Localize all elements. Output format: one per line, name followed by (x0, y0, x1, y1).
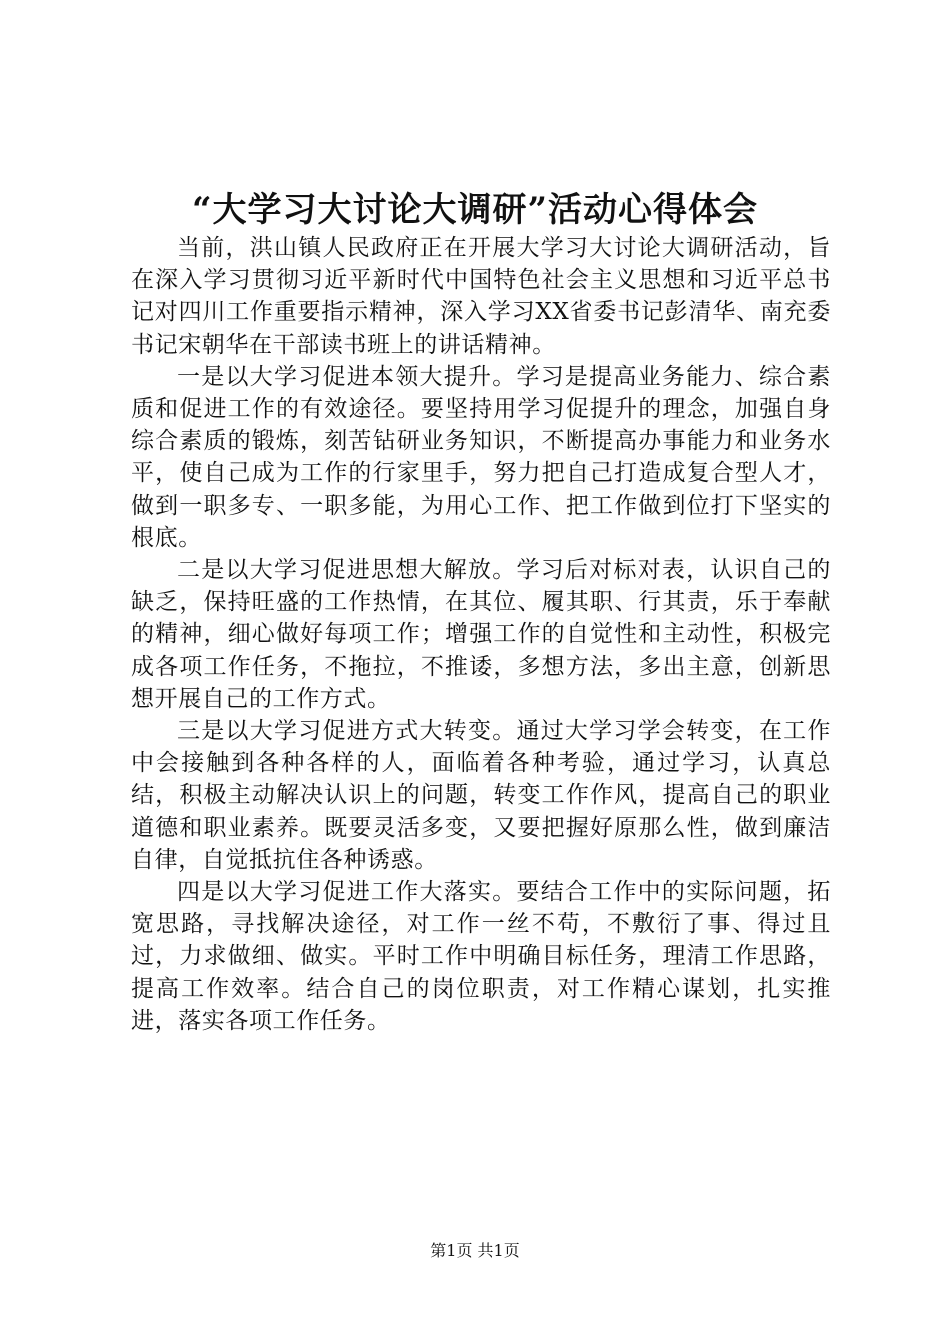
document-title: “大学习大讨论大调研”活动心得体会 (191, 190, 759, 230)
paragraph-intro: 当前，洪山镇人民政府正在开展大学习大讨论大调研活动，旨在深入学习贯彻习近平新时代中国特色社会主义思想和习近平总书记对四川工作重要指示精神，深入学习XX省委书记彭清华、南充委书记宋朝华在干部读书班上的讲话精神。 (131, 235, 831, 358)
paragraph-point-3: 三是以大学习促进方式大转变。通过大学习学会转变，在工作中会接触到各种各样的人，面临着各种考验，通过学习，认真总结，积极主动解决认识上的问题，转变工作作风，提高自己的职业道德和职业素养。既要灵活多变，又要把握好原那么性，做到廉洁自律，自觉抵抗住各种诱惑。 (131, 718, 831, 873)
paragraph-point-2: 二是以大学习促进思想大解放。学习后对标对表，认识自己的缺乏，保持旺盛的工作热情，在其位、履其职、行其责，乐于奉献的精神，细心做好每项工作；增强工作的自觉性和主动性，积极完成各项工作任务，不拖拉，不推诿，多想方法，多出主意，创新思想开展自己的工作方式。 (131, 557, 831, 712)
paragraph-point-1: 一是以大学习促进本领大提升。学习是提高业务能力、综合素质和促进工作的有效途径。要坚持用学习促提升的理念，加强自身综合素质的锻炼，刻苦钻研业务知识，不断提高办事能力和业务水平，使自己成为工作的行家里手，努力把自己打造成复合型人才，做到一职多专、一职多能，为用心工作、把工作做到位打下坚实的根底。 (131, 363, 831, 551)
page-number-footer: 第1页 共1页 (430, 1241, 520, 1260)
paragraph-point-4: 四是以大学习促进工作大落实。要结合工作中的实际问题，拓宽思路，寻找解决途径，对工作一丝不苟，不敷衍了事、得过且过，力求做细、做实。平时工作中明确目标任务，理清工作思路，提高工作效率。结合自己的岗位职责，对工作精心谋划，扎实推进，落实各项工作任务。 (131, 879, 831, 1034)
document-body (131, 232, 831, 1037)
